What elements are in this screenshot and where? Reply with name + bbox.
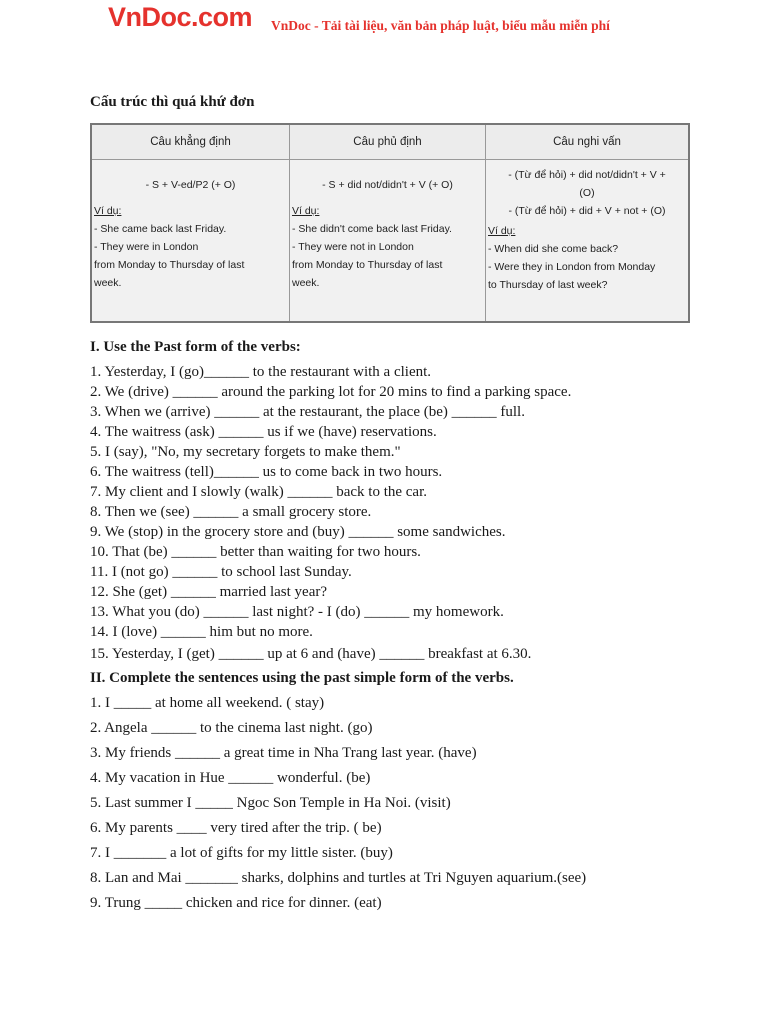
example-line: from Monday to Thursday of last <box>292 259 443 271</box>
example-label: Ví dụ: <box>292 205 320 217</box>
exercise1-item: 8. Then we (see) ______ a small grocery store. <box>90 504 372 520</box>
column-header: Câu phủ định <box>290 125 485 160</box>
column-header: Câu khẳng định <box>92 125 289 160</box>
example-line: - They were in London <box>94 241 199 253</box>
site-tagline: VnDoc - Tải tài liệu, văn bản pháp luật, biểu mẫu miễn phí <box>271 18 610 33</box>
formula: - (Từ để hỏi) + did + V + not + (O) <box>508 205 666 217</box>
example-line: week. <box>94 277 122 289</box>
exercise1-item: 4. The waitress (ask) ______ us if we (have) reservations. <box>90 424 437 440</box>
exercise2-item: 2. Angela ______ to the cinema last night. (go) <box>90 720 373 736</box>
exercise1-item: 1. Yesterday, I (go)______ to the restaurant with a client. <box>90 364 432 380</box>
exercise2-item: 1. I _____ at home all weekend. ( stay) <box>90 695 325 711</box>
exercise1-item: 11. I (not go) ______ to school last Sunday. <box>90 564 352 580</box>
exercise1-item: 6. The waitress (tell)______ us to come back in two hours. <box>90 464 443 480</box>
exercise2-item: 3. My friends ______ a great time in Nha Trang last year. (have) <box>90 745 477 761</box>
exercise2-item: 6. My parents ____ very tired after the trip. ( be) <box>90 820 382 836</box>
exercise1-item: 7. My client and I slowly (walk) ______ back to the car. <box>90 484 428 500</box>
example-line: - They were not in London <box>292 241 414 253</box>
example-line: - She didn't come back last Friday. <box>292 223 452 235</box>
exercise1-item: 10. That (be) ______ better than waiting for two hours. <box>90 544 421 560</box>
column-affirmative <box>92 125 290 321</box>
example-label: Ví dụ: <box>488 225 516 237</box>
column-header: Câu nghi vấn <box>486 125 688 160</box>
example-line: - She came back last Friday. <box>94 223 227 235</box>
page-title: Cấu trúc thì quá khứ đơn <box>90 94 255 110</box>
exercise1-item: 2. We (drive) ______ around the parking lot for 20 mins to find a parking space. <box>90 384 572 400</box>
formula: - S + did not/didn't + V (+ O) <box>322 179 453 191</box>
example-line: - Were they in London from Monday <box>488 261 656 273</box>
exercise1-item: 13. What you (do) ______ last night? - I (do) ______ my homework. <box>90 604 504 620</box>
exercise1-item: 14. I (love) ______ him but no more. <box>90 624 313 640</box>
example-line: - When did she come back? <box>488 243 619 255</box>
exercise2-item: 4. My vacation in Hue ______ wonderful. (be) <box>90 770 371 786</box>
exercise2-item: 8. Lan and Mai _______ sharks, dolphins and turtles at Tri Nguyen aquarium.(see) <box>90 870 587 886</box>
exercise2-title: II. Complete the sentences using the past simple form of the verbs. <box>90 670 514 686</box>
exercise1-item: 3. When we (arrive) ______ at the restaurant, the place (be) ______ full. <box>90 404 525 420</box>
formula: - S + V-ed/P2 (+ O) <box>145 179 236 191</box>
formula: - (Từ để hỏi) + did not/didn't + V + <box>508 169 666 181</box>
exercise1-title: I. Use the Past form of the verbs: <box>90 339 301 355</box>
vndoc-logo[interactable]: VnDoc.com <box>108 2 253 32</box>
example-line: from Monday to Thursday of last <box>94 259 245 271</box>
example-line: week. <box>292 277 320 289</box>
exercise2-item: 7. I _______ a lot of gifts for my little sister. (buy) <box>90 845 393 861</box>
exercise1-item: 12. She (get) ______ married last year? <box>90 584 328 600</box>
exercise1-item: 9. We (stop) in the grocery store and (buy) ______ some sandwiches. <box>90 524 506 540</box>
grammar-table <box>90 123 690 323</box>
exercise2-item: 9. Trung _____ chicken and rice for dinner. (eat) <box>90 895 382 911</box>
formula: (O) <box>579 187 595 199</box>
column-negative <box>290 125 486 321</box>
exercise1-item: 5. I (say), "No, my secretary forgets to make them." <box>90 444 401 460</box>
exercise2-item: 5. Last summer I _____ Ngoc Son Temple in Ha Noi. (visit) <box>90 795 451 811</box>
exercise1-item: 15. Yesterday, I (get) ______ up at 6 and (have) ______ breakfast at 6.30. <box>90 646 532 662</box>
column-interrogative <box>486 125 688 321</box>
example-label: Ví dụ: <box>94 205 122 217</box>
example-line: to Thursday of last week? <box>488 279 608 291</box>
